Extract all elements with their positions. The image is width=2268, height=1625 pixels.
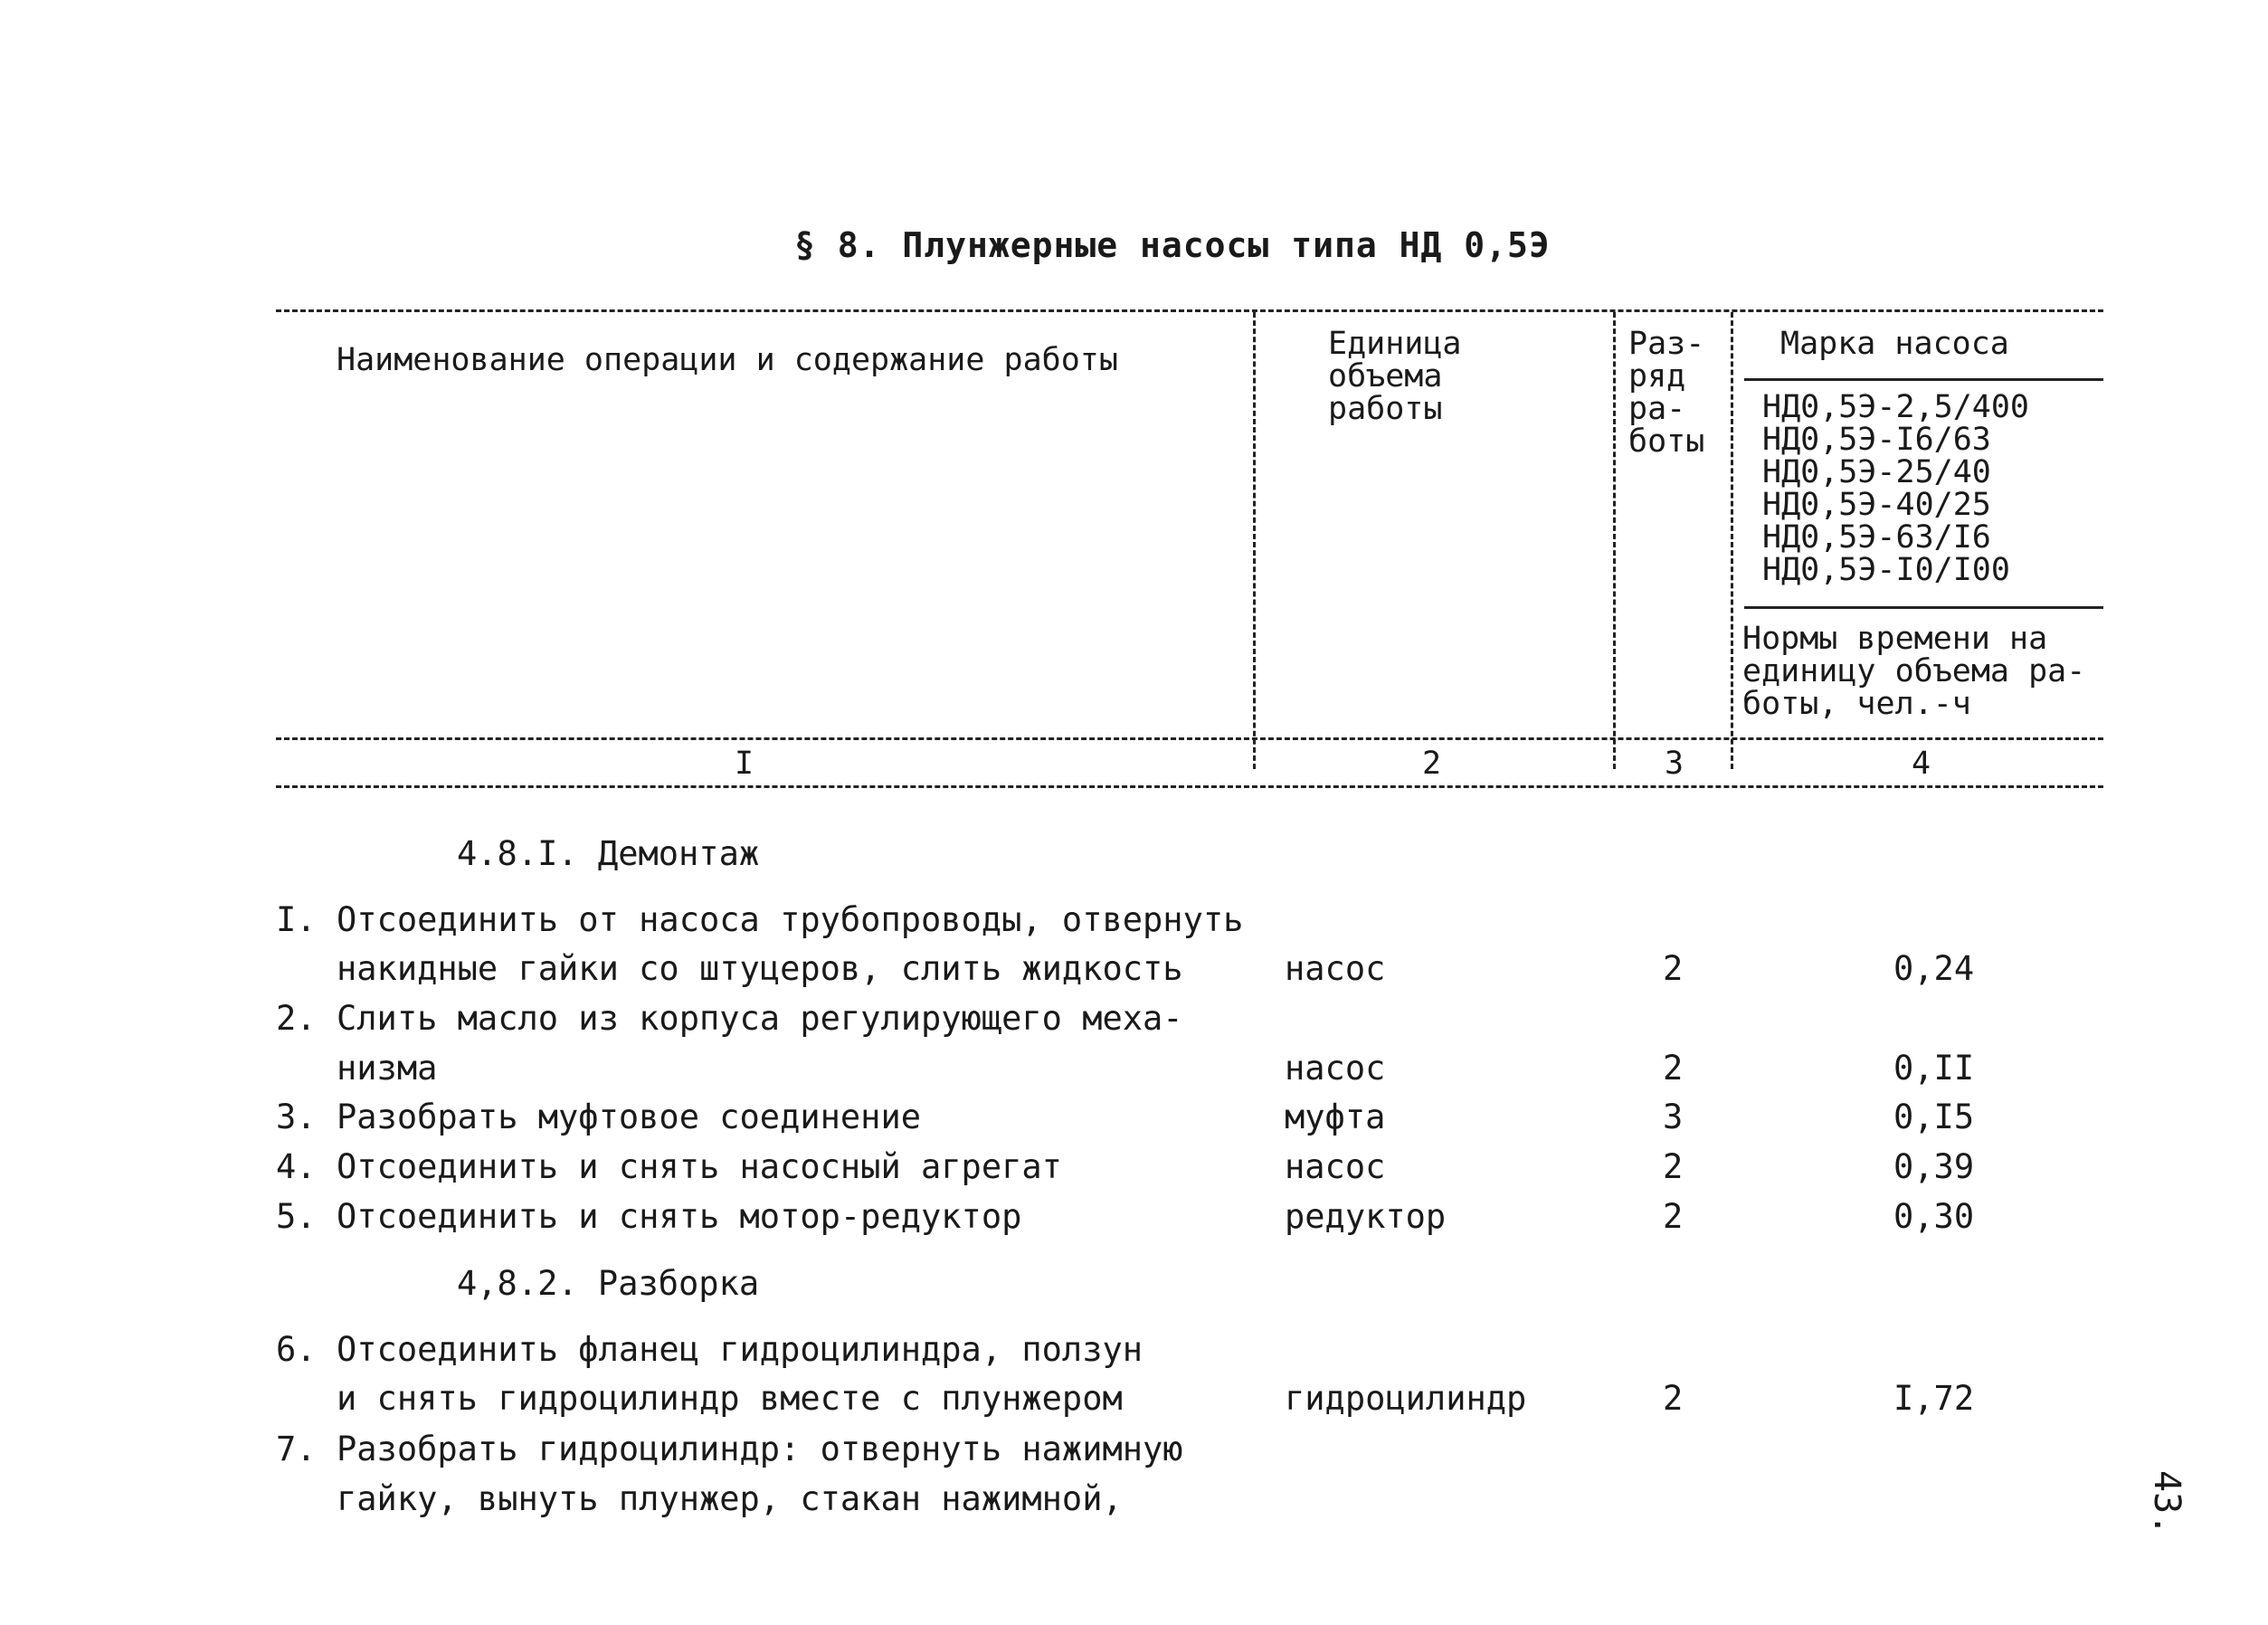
row-3-norm: 0,I5	[1893, 1098, 1975, 1136]
colnum-bottom-rule	[276, 785, 2103, 788]
header-grade-1: Раз-	[1628, 326, 1705, 362]
colnum-4: 4	[1912, 746, 1931, 782]
row-1-text-2: накидные гайки со штуцеров, слить жидкость	[337, 949, 1183, 988]
pump-model-4: НД0,5Э-40/25	[1762, 487, 1991, 523]
pump-model-6: НД0,5Э-I0/I00	[1762, 552, 2010, 588]
row-4-unit: насос	[1285, 1147, 1386, 1186]
row-2-norm: 0,II	[1893, 1049, 1975, 1088]
row-7-text-2: гайку, вынуть плунжер, стакан нажимной,	[337, 1479, 1123, 1518]
row-5-text-1: Отсоединить и снять мотор-редуктор	[337, 1197, 1022, 1236]
row-7-text-1: Разобрать гидроцилиндр: отвернуть нажимную	[337, 1430, 1183, 1468]
section-disassembly: 4,8.2. Разборка	[457, 1264, 760, 1303]
header-unit-3: работы	[1328, 391, 1443, 427]
row-4-text-1: Отсоединить и снять насосный агрегат	[337, 1147, 1062, 1186]
row-2-grade: 2	[1663, 1049, 1684, 1088]
row-5-norm: 0,30	[1893, 1197, 1975, 1236]
row-2-unit: насос	[1285, 1049, 1386, 1088]
header-grade-3: ра-	[1628, 391, 1686, 427]
row-4-number: 4.	[276, 1147, 317, 1186]
pump-model-2: НД0,5Э-I6/63	[1762, 422, 1991, 458]
row-3-unit: муфта	[1285, 1098, 1386, 1136]
row-1-text-1: Отсоединить от насоса трубопроводы, отвернуть	[337, 900, 1244, 939]
row-1-norm: 0,24	[1893, 949, 1975, 988]
page-number: 43.	[2146, 1470, 2187, 1536]
row-4-grade: 2	[1663, 1147, 1684, 1186]
norms-line-1: Нормы времени на	[1742, 621, 2048, 657]
col-divider-3	[1731, 312, 1733, 769]
row-2-number: 2.	[276, 999, 317, 1038]
pump-model-3: НД0,5Э-25/40	[1762, 454, 1991, 490]
norms-line-3: боты, чел.-ч	[1742, 686, 1971, 722]
section-dismantling: 4.8.I. Демонтаж	[457, 834, 760, 873]
row-2-text-2: низма	[337, 1049, 438, 1088]
header-unit-1: Единица	[1328, 326, 1462, 362]
header-pump-brand: Марка насоса	[1780, 326, 2009, 362]
row-6-text-2: и снять гидроцилиндр вместе с плунжером	[337, 1379, 1123, 1418]
norms-line-2: единицу объема ра-	[1742, 653, 2086, 689]
colnum-2: 2	[1422, 746, 1442, 782]
row-3-text-1: Разобрать муфтовое соединение	[337, 1098, 922, 1136]
row-5-unit: редуктор	[1285, 1197, 1447, 1236]
row-7-number: 7.	[276, 1430, 317, 1468]
colnum-3: 3	[1665, 746, 1684, 782]
col-divider-1	[1253, 312, 1256, 769]
row-6-text-1: Отсоединить фланец гидроцилиндра, ползун	[337, 1330, 1143, 1369]
header-grade-4: боты	[1628, 423, 1705, 460]
row-4-norm: 0,39	[1893, 1147, 1975, 1186]
model-rule-top	[1744, 378, 2103, 381]
row-5-grade: 2	[1663, 1197, 1684, 1236]
pump-model-1: НД0,5Э-2,5/400	[1762, 389, 2030, 425]
row-5-number: 5.	[276, 1197, 317, 1236]
pump-model-5: НД0,5Э-63/I6	[1762, 519, 1991, 556]
row-1-number: I.	[276, 900, 317, 939]
colnum-1: I	[735, 746, 754, 782]
row-3-grade: 3	[1663, 1098, 1684, 1136]
row-6-norm: I,72	[1893, 1379, 1975, 1418]
row-6-unit: гидроцилиндр	[1285, 1379, 1527, 1418]
row-1-unit: насос	[1285, 949, 1386, 988]
header-grade-2: ряд	[1628, 358, 1686, 394]
table-top-rule	[276, 309, 2103, 312]
header-bottom-rule	[276, 737, 2103, 740]
row-1-grade: 2	[1663, 949, 1684, 988]
row-6-grade: 2	[1663, 1379, 1684, 1418]
col-divider-2	[1613, 312, 1616, 769]
row-2-text-1: Слить масло из корпуса регулирующего меха-	[337, 999, 1183, 1038]
row-3-number: 3.	[276, 1098, 317, 1136]
header-operation: Наименование операции и содержание работы	[337, 342, 1118, 378]
page-title: § 8. Плунжерные насосы типа НД 0,5Э	[794, 225, 1551, 265]
row-6-number: 6.	[276, 1330, 317, 1369]
header-unit-2: объема	[1328, 358, 1443, 394]
model-rule-bottom	[1744, 606, 2103, 609]
